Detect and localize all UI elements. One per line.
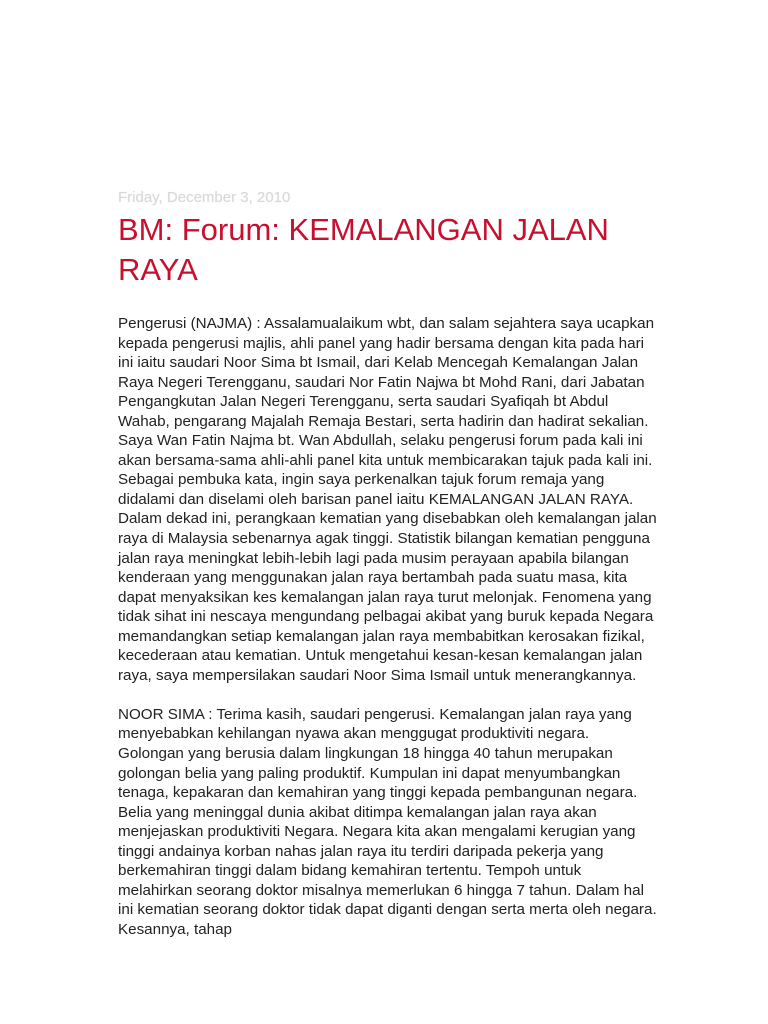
post-title[interactable]: BM: Forum: KEMALANGAN JALAN RAYA xyxy=(118,212,609,287)
blog-post xyxy=(118,188,658,959)
post-paragraph: NOOR SIMA : Terima kasih, saudari pengerusi. Kemalangan jalan raya yang menyebabkan kehilangan nyawa akan menggugat produktiviti negara. Golongan yang berusia dalam lingkungan 18 hingga 40 tahun merupakan golongan belia yang paling produktif. Kumpulan ini dapat menyumbangkan tenaga, kepakaran dan kemahiran yang tinggi kepada pembangunan negara. Belia yang meninggal dunia akibat ditimpa kemalangan jalan raya akan menjejaskan produktiviti Negara. Negara kita akan mengalami kerugian yang tinggi andainya korban nahas jalan raya itu terdiri daripada pekerja yang berkemahiran tinggi dalam bidang kemahiran tertentu. Tempoh untuk melahirkan seorang doktor misalnya memerlukan 6 hingga 7 tahun. Dalam hal ini kematian seorang doktor tidak dapat diganti dengan serta merta oleh negara. Kesannya, tahap xyxy=(118,705,657,938)
post-paragraph: Pengerusi (NAJMA) : Assalamualaikum wbt, dan salam sejahtera saya ucapkan kepada pengerusi majlis, ahli panel yang hadir bersama dengan kita pada hari ini iaitu saudari Noor Sima bt Ismail, dari Kelab Mencegah Kemalangan Jalan Raya Negeri Terengganu, saudari Nor Fatin Najwa bt Mohd Rani, dari Jabatan Pengangkutan Jalan Negeri Terengganu, serta saudari Syafiqah bt Abdul Wahab, pengarang Majalah Remaja Bestari, serta hadirin dan hadirat sekalian. Saya Wan Fatin Najma bt. Wan Abdullah, selaku pengerusi forum pada kali ini akan bersama-sama ahli-ahli panel kita untuk membicarakan tajuk pada kali ini. Sebagai pembuka kata, ingin saya perkenalkan tajuk forum remaja yang didalami dan diselami oleh barisan panel iaitu KEMALANGAN JALAN RAYA. Dalam dekad ini, perangkaan kematian yang disebabkan oleh kemalangan jalan raya di Malaysia sebenarnya agak tinggi. Statistik bilangan kematian pengguna jalan raya meningkat lebih-lebih lagi pada musim perayaan apabila bilangan kenderaan yang menggunakan jalan raya bertambah pada suatu masa, kita dapat menyaksikan kes kemalangan jalan raya turut melonjak. Fenomena yang tidak sihat ini nescaya mengundang pelbagai akibat yang buruk kepada Negara memandangkan setiap kemalangan jalan raya membabitkan kerosakan fizikal, kecederaan atau kematian. Untuk mengetahui kesan-kesan kemalangan jalan raya, saya mempersilakan saudari Noor Sima Ismail untuk menerangkannya. xyxy=(118,315,657,684)
post-date: Friday, December 3, 2010 xyxy=(118,189,291,206)
post-body xyxy=(118,314,658,939)
